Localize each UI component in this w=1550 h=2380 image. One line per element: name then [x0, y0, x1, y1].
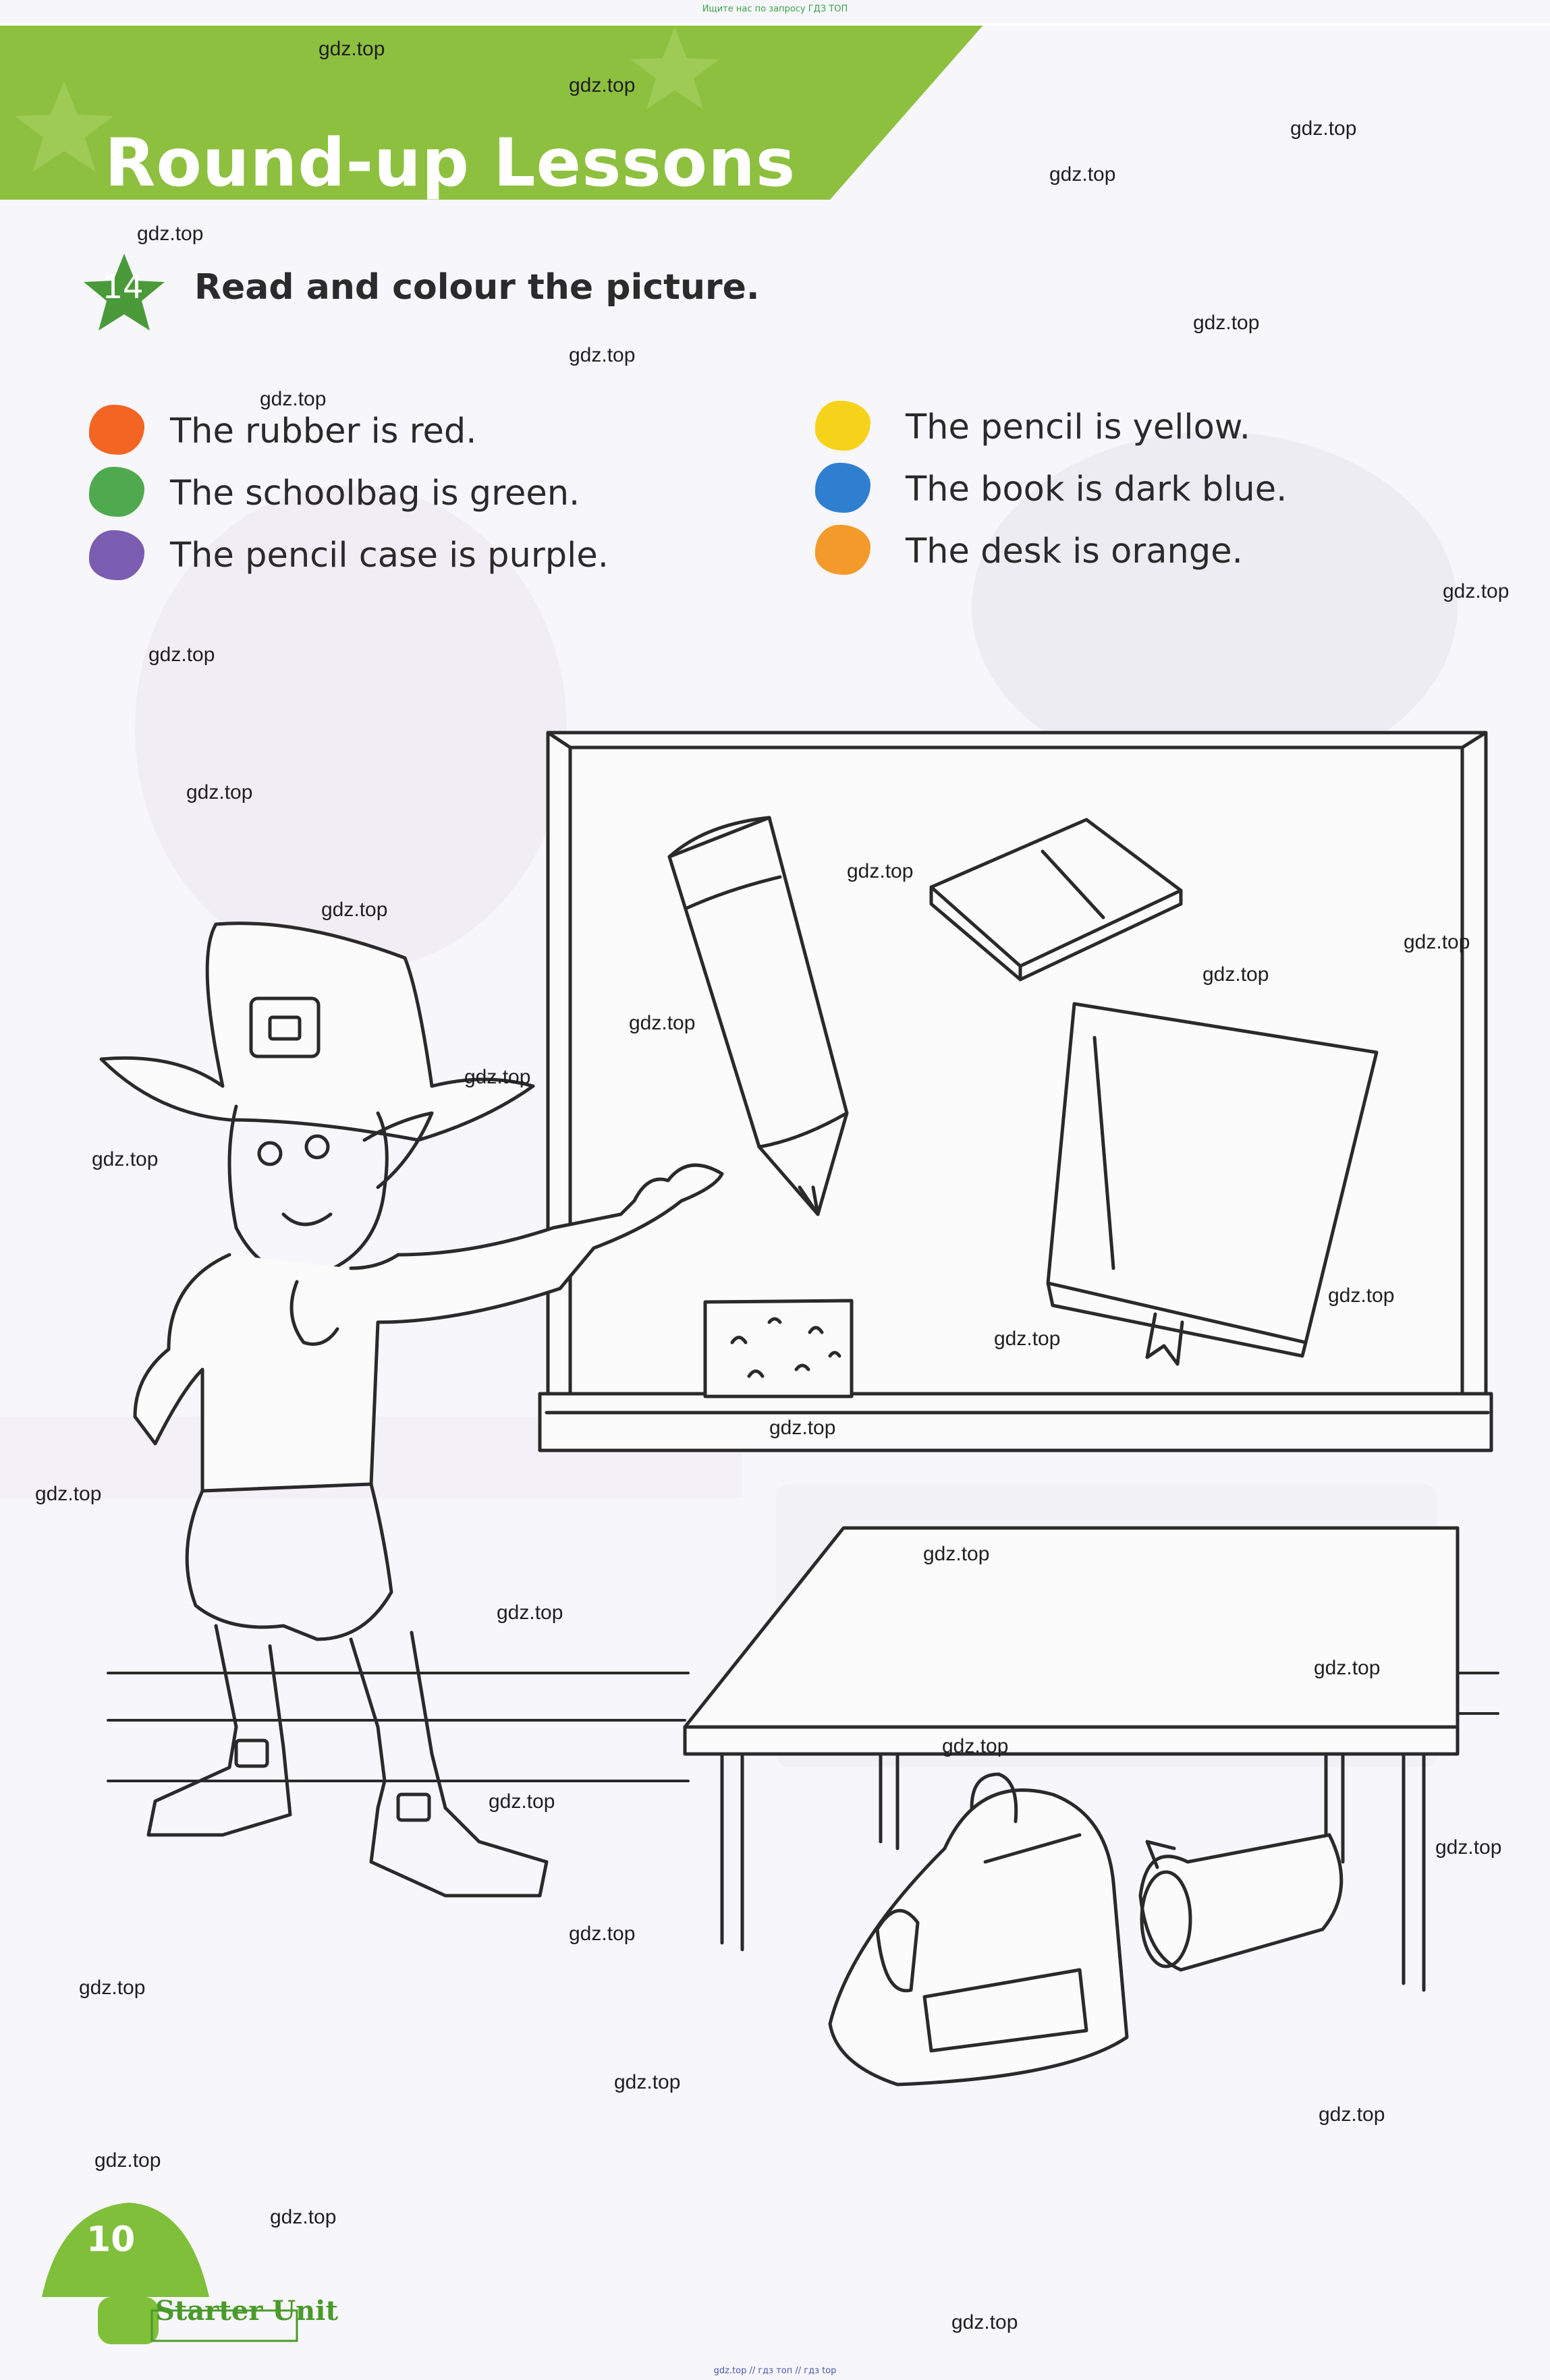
watermark: gdz.top	[1193, 312, 1260, 334]
watermark: gdz.top	[923, 1543, 990, 1565]
schoolbag-drawing	[830, 1774, 1127, 2085]
watermark: gdz.top	[1435, 1836, 1502, 1859]
watermark: gdz.top	[1049, 163, 1116, 186]
watermark: gdz.top	[1404, 931, 1470, 953]
watermark: gdz.top	[1314, 1657, 1381, 1679]
watermark: gdz.top	[847, 860, 914, 882]
sentence-desk: The desk is orange.	[906, 532, 1243, 571]
watermark: gdz.top	[319, 38, 385, 60]
top-note: Ищите нас по запросу ГДЗ ТОП	[702, 4, 848, 14]
sentence-rubber: The rubber is red.	[170, 412, 477, 451]
watermark: gdz.top	[497, 1602, 563, 1624]
watermark: gdz.top	[92, 1148, 159, 1170]
watermark: gdz.top	[1202, 963, 1269, 986]
watermark: gdz.top	[951, 2311, 1018, 2333]
bottom-note: gdz.top // гдз топ // гдз top	[713, 2366, 837, 2376]
watermark: gdz.top	[35, 1483, 102, 1505]
watermark: gdz.top	[1328, 1284, 1395, 1307]
watermark: gdz.top	[942, 1735, 1009, 1757]
sentence-pencil-case: The pencil case is purple.	[170, 536, 609, 575]
exercise-number: 14	[102, 268, 144, 306]
watermark: gdz.top	[769, 1417, 836, 1439]
watermark: gdz.top	[94, 2149, 161, 2172]
exercise-instruction: Read and colour the picture.	[194, 267, 760, 308]
page-number-badge	[34, 2196, 317, 2351]
watermark: gdz.top	[137, 223, 204, 245]
watermark: gdz.top	[260, 388, 327, 410]
watermark: gdz.top	[321, 899, 388, 921]
watermark: gdz.top	[79, 1977, 146, 1999]
sentence-schoolbag: The schoolbag is green.	[170, 474, 580, 513]
watermark: gdz.top	[1290, 117, 1357, 140]
watermark: gdz.top	[569, 344, 636, 366]
watermark: gdz.top	[489, 1790, 555, 1813]
watermark: gdz.top	[270, 2206, 337, 2228]
watermark: gdz.top	[464, 1066, 531, 1088]
watermark: gdz.top	[1443, 580, 1510, 602]
watermark: gdz.top	[186, 781, 253, 803]
watermark: gdz.top	[614, 2071, 681, 2093]
sentence-book: The book is dark blue.	[906, 470, 1288, 509]
watermark: gdz.top	[148, 644, 215, 666]
watermark: gdz.top	[569, 74, 636, 96]
watermark: gdz.top	[994, 1328, 1061, 1350]
unit-label: Starter Unit	[155, 2295, 338, 2327]
watermark: gdz.top	[1319, 2103, 1385, 2126]
page-number: 10	[86, 2219, 136, 2260]
page-title: Round-up Lessons	[105, 125, 796, 202]
sponge-drawing	[705, 1301, 852, 1396]
watermark: gdz.top	[569, 1923, 636, 1945]
pencil-case-drawing	[1140, 1835, 1341, 1970]
sentence-pencil: The pencil is yellow.	[906, 407, 1251, 447]
watermark: gdz.top	[629, 1012, 696, 1034]
